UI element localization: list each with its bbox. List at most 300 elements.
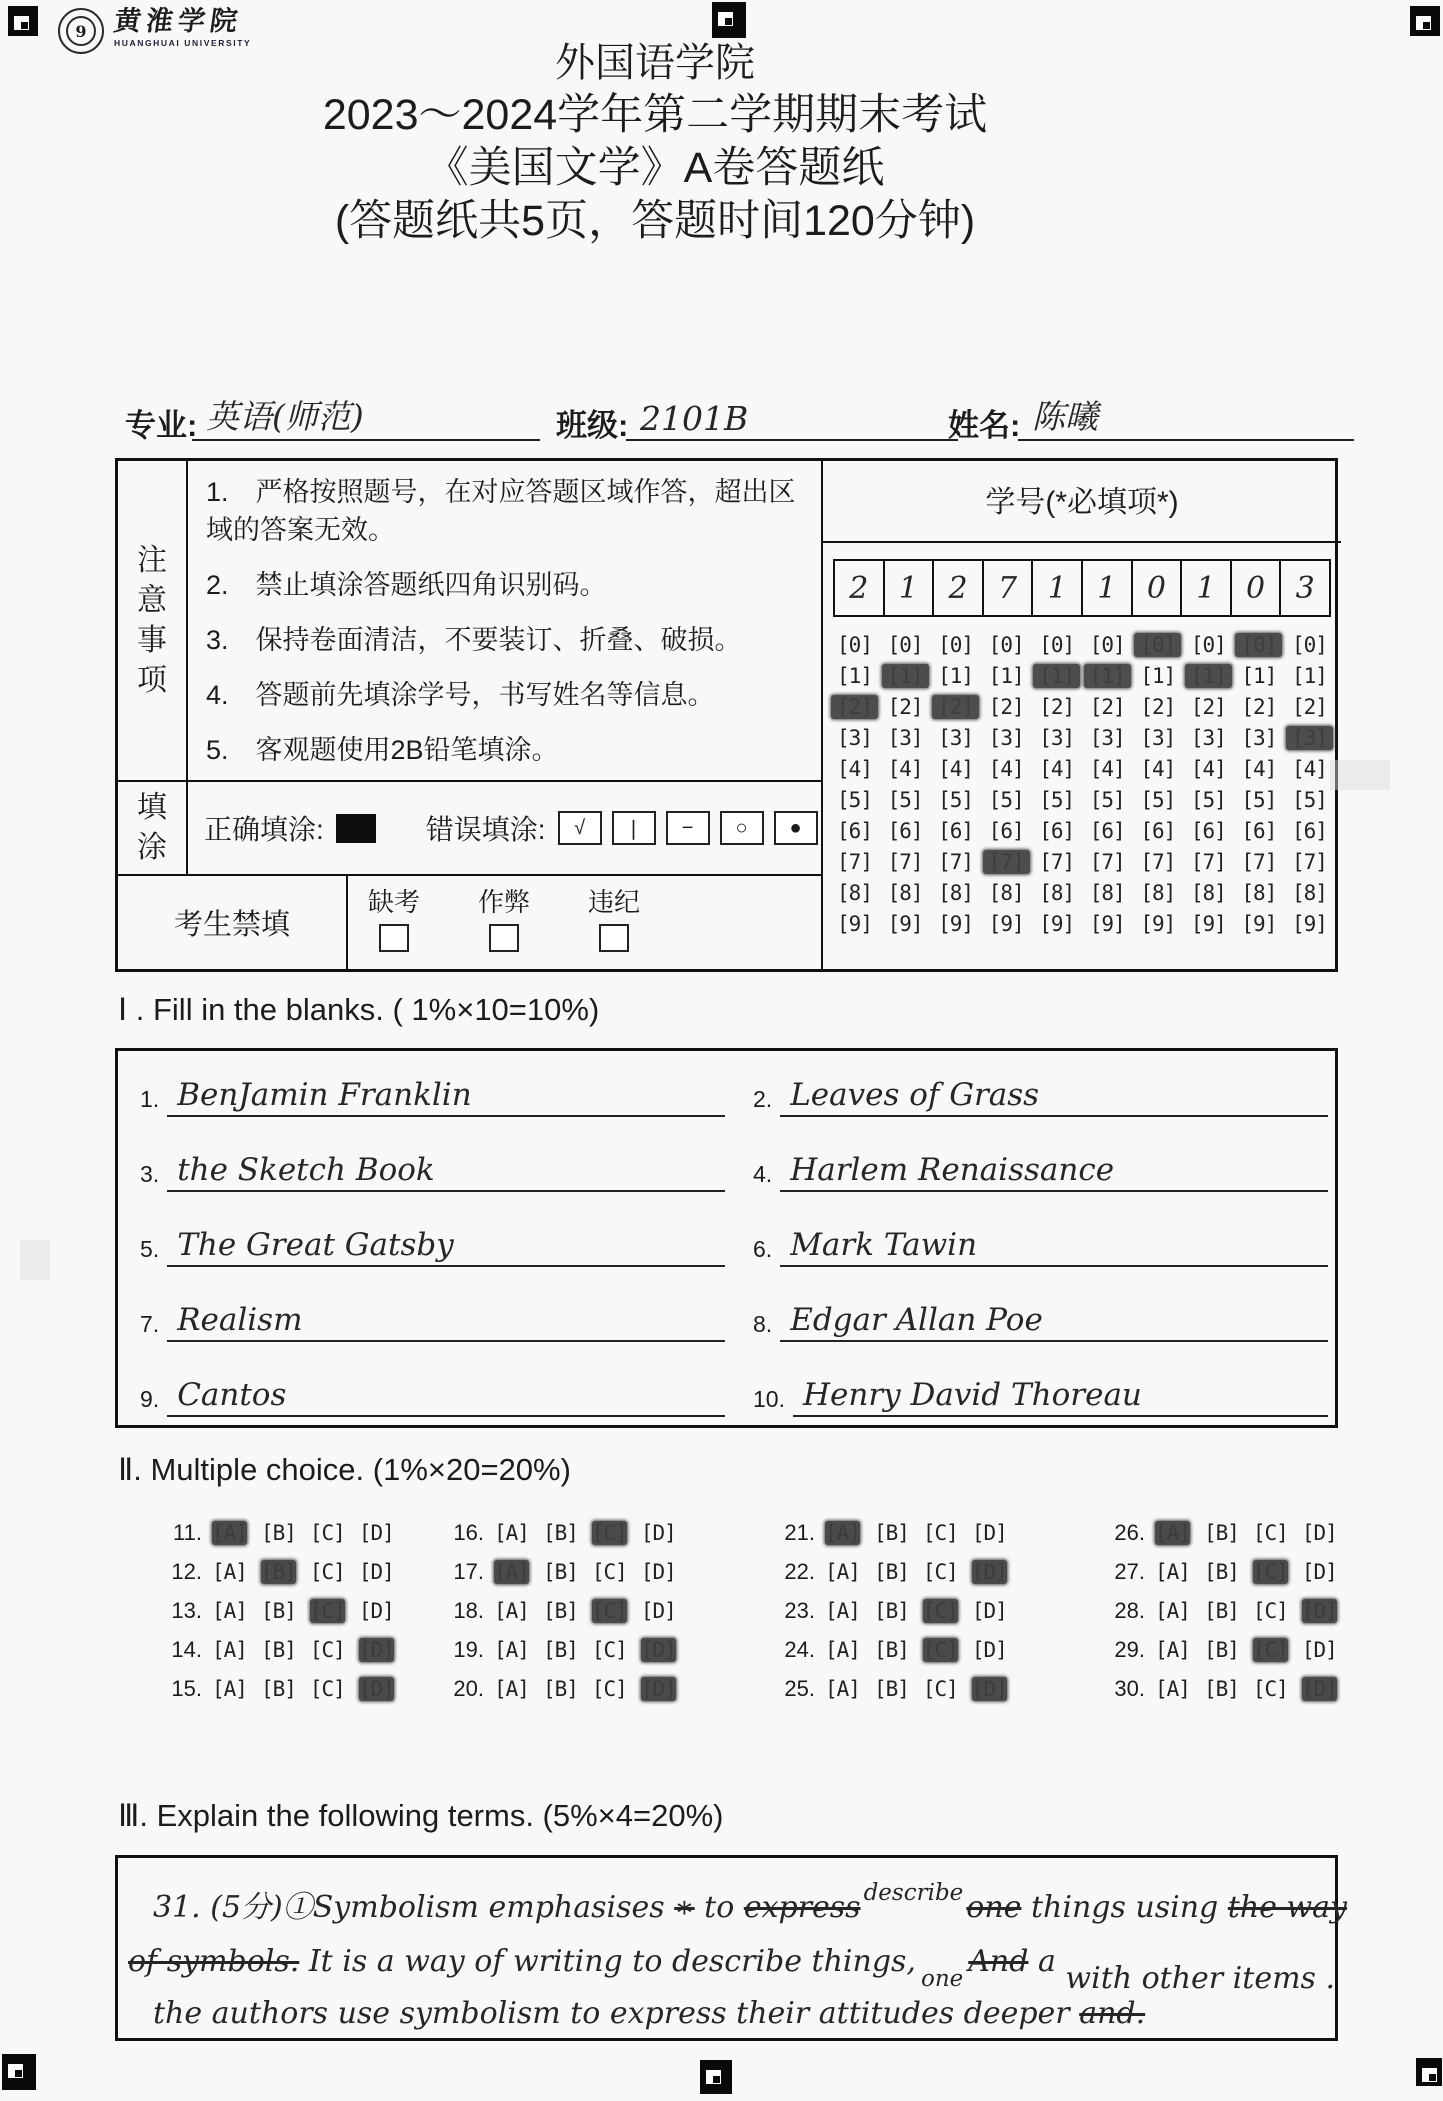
id-bubble: [4] [1291,756,1327,781]
blank-answer-text: BenJamin Franklin [167,1077,725,1117]
mc-option: [B] [1203,1521,1239,1545]
bubble-row [831,877,1333,908]
mc-option: [A] [1155,1677,1190,1701]
fill-in-blanks-box [115,1048,1338,1428]
id-bubble: [8] [887,880,923,905]
mc-option-filled: [D] [971,1560,1007,1584]
student-id-digit-cell [1230,561,1280,615]
id-bubble: [1] [837,663,872,688]
mc-option-filled: [A] [1155,1521,1190,1545]
id-bubble: [5] [887,787,923,812]
blank-number: 10. [753,1386,785,1412]
mc-option: [C] [591,1677,627,1701]
class-label: 班级: [556,408,629,443]
blank-answer-row [140,1152,725,1192]
mc-option: [D] [358,1521,394,1545]
mc-option: [A] [1155,1638,1190,1662]
id-bubble: [6] [1089,818,1125,843]
student-id-digit-cell [835,561,883,615]
blank-answer-text: Leaves of Grass [780,1077,1328,1117]
school-name-en: HUANGHUAI UNIVERSITY [114,38,252,48]
mc-option: [B] [260,1599,296,1623]
blank-answer-row [753,1077,1328,1117]
bubble-row [831,691,1333,722]
blank-answer-row [753,1302,1328,1342]
mc-option: [B] [542,1560,578,1584]
handwriting-segment: ∗ [674,1890,695,1925]
mc-option: [C] [922,1521,958,1545]
mc-number: 21. [784,1520,815,1545]
mc-option-filled: [D] [640,1677,676,1701]
blank-answer-row [140,1377,725,1417]
mc-option: [B] [1203,1599,1239,1623]
id-bubble: [0] [837,632,872,657]
mc-option: [B] [260,1638,296,1662]
mc-option: [A] [212,1638,247,1662]
mc-option: [A] [494,1599,529,1623]
mc-number: 14. [171,1637,202,1662]
mc-option-filled: [A] [212,1521,247,1545]
mc-option-filled: [D] [971,1677,1007,1701]
id-bubble: [3] [1190,725,1226,750]
notice-items [206,473,806,786]
fiducial-marker-bottom-center [700,2060,732,2094]
notice-item: 3. 保持卷面清洁，不要装订、折叠、破损。 [206,625,742,655]
mc-question [763,1637,1021,1663]
mc-number: 11. [173,1520,202,1545]
student-id-digit-row [833,559,1331,617]
fiducial-marker-top-center [712,2,746,38]
mc-number: 16. [453,1520,484,1545]
course-title: 《美国文学》A卷答题纸 [425,144,885,192]
mc-number: 23. [784,1598,815,1623]
id-bubble: [9] [1241,911,1277,936]
major-label: 专业: [125,408,198,443]
blank-answer-text: The Great Gatsby [167,1227,725,1267]
id-bubble: [4] [1140,756,1176,781]
mc-question [150,1676,408,1702]
id-bubble: [1] [1140,663,1176,688]
id-bubble: [9] [988,911,1024,936]
id-bubble: [3] [938,725,974,750]
mc-option: [D] [971,1599,1007,1623]
name-value: 陈曦 [1018,392,1354,441]
blank-answer-text: Edgar Allan Poe [780,1302,1328,1342]
mc-number: 22. [784,1559,815,1584]
id-bubble: [6] [1241,818,1277,843]
id-bubble: [8] [1140,880,1176,905]
student-id-section [821,461,1341,969]
faculty-title: 外国语学院 [555,41,755,85]
mc-option: [B] [542,1638,578,1662]
mc-option-filled: [A] [825,1521,860,1545]
class-value: 2101B [626,392,958,441]
mc-option-filled: [B] [260,1560,296,1584]
mc-number: 30. [1114,1676,1145,1701]
mc-number: 28. [1114,1598,1145,1623]
id-bubble: [4] [988,756,1024,781]
mc-question [763,1520,1021,1546]
mc-option: [C] [1252,1599,1288,1623]
mc-question [1093,1598,1351,1624]
id-bubble: [2] [1089,694,1125,719]
examiner-column [478,882,530,952]
id-bubble: [6] [1190,818,1226,843]
mc-question [432,1520,690,1546]
id-bubble: [4] [1039,756,1075,781]
id-bubble: [7] [837,849,872,874]
id-bubble: [0] [1291,632,1327,657]
bubble-row [831,815,1333,846]
mc-number: 25. [784,1676,815,1701]
blank-answer-text: Henry David Thoreau [793,1377,1328,1417]
fiducial-marker-bottom-right [1416,2058,1442,2086]
mc-option: [C] [1252,1521,1288,1545]
mc-question [432,1637,690,1663]
mc-question [150,1559,408,1585]
mc-option-filled: [C] [1252,1560,1288,1584]
id-bubble: [5] [1140,787,1176,812]
mc-option: [B] [1203,1677,1239,1701]
mc-option-filled: [D] [358,1638,394,1662]
mc-question [432,1559,690,1585]
mc-option: [B] [873,1677,909,1701]
student-id-digit-cell [1131,561,1181,615]
blank-number: 4. [753,1161,773,1187]
id-bubble: [7] [887,849,923,874]
mc-option: [D] [640,1599,676,1623]
mc-option: [D] [971,1638,1007,1662]
id-bubble: [3] [1140,725,1176,750]
explain-answer-line [153,1996,1145,2031]
id-bubble-filled: [1] [1185,664,1232,688]
id-bubble: [6] [1291,818,1327,843]
blank-number: 5. [140,1236,160,1262]
mc-option: [A] [494,1677,529,1701]
id-bubble: [1] [938,663,974,688]
mc-option: [A] [825,1638,860,1662]
mc-option: [A] [1155,1599,1190,1623]
handwriting-segment: ①Symbolism emphasises [282,1890,675,1925]
mc-option: [C] [309,1677,345,1701]
blank-number: 1. [140,1086,160,1112]
handwritten-digit: 1 [1047,570,1067,606]
id-bubble: [2] [1039,694,1075,719]
mc-option: [B] [1203,1638,1239,1662]
id-bubble: [3] [1039,725,1075,750]
id-bubble: [3] [1241,725,1277,750]
id-bubble: [4] [938,756,974,781]
major-value: 英语(师范) [192,392,540,441]
mc-number: 19. [453,1637,484,1662]
student-id-digit-cell [1031,561,1081,615]
handwriting-segment: And [968,1944,1029,1979]
mc-option: [B] [1203,1560,1239,1584]
wrong-fill-example-box: ● [774,811,818,845]
mc-option-filled: [C] [591,1521,627,1545]
mc-option: [D] [1301,1521,1337,1545]
notice-item: 5. 客观题使用2B铅笔填涂。 [206,735,559,765]
id-bubble: [5] [938,787,974,812]
id-bubble: [5] [1039,787,1075,812]
mc-question [150,1598,408,1624]
id-bubble: [1] [1291,663,1327,688]
id-bubble: [2] [1140,694,1176,719]
handwriting-segment: a [1028,1944,1066,1979]
handwritten-digit: 1 [1097,570,1117,606]
id-bubble: [0] [938,632,974,657]
id-bubble: [7] [1039,849,1075,874]
id-bubble: [4] [1241,756,1277,781]
notice-item: 1. 严格按照题号，在对应答题区域作答，超出区域的答案无效。 [206,477,796,545]
id-bubble: [2] [1291,694,1327,719]
student-id-digit-cell [1081,561,1131,615]
mc-number: 17. [453,1559,484,1584]
wrong-fill-example-box: − [666,811,710,845]
examiner-option-label: 作弊 [478,887,531,917]
name-label: 姓名: [948,408,1021,443]
id-bubble: [1] [988,663,1024,688]
id-bubble: [8] [1241,880,1277,905]
correct-fill-label: 正确填涂: [204,814,324,845]
school-name: 黄淮学院 [111,6,245,37]
id-bubble-filled: [1] [882,664,929,688]
mc-number: 15. [171,1676,202,1701]
id-bubble: [0] [1190,632,1226,657]
id-bubble-filled: [1] [1033,664,1080,688]
mc-number: 20. [453,1676,484,1701]
exam-duration-subtitle: (答题纸共5页，答题时间120分钟) [334,197,976,245]
handwriting-segment: the authors use symbolism to express their attitudes deeper [153,1996,1080,2031]
id-bubble: [0] [1039,632,1075,657]
mc-option: [A] [825,1677,860,1701]
handwriting-segment: It is a way of writing to describe things, [299,1944,916,1979]
bubble-row [831,722,1333,753]
handwriting-segment: express [743,1890,861,1925]
id-bubble: [4] [887,756,923,781]
id-bubble: [5] [1291,787,1327,812]
id-bubble: [7] [1140,849,1176,874]
blank-answer-row [140,1302,725,1342]
mc-option-filled: [D] [1301,1677,1337,1701]
mc-option-filled: [A] [494,1560,529,1584]
id-bubble: [5] [1089,787,1125,812]
title-block [140,38,1170,247]
mc-number: 24. [784,1637,815,1662]
student-id-digit-cell [982,561,1032,615]
id-bubble: [6] [1140,818,1176,843]
id-bubble: [9] [1190,911,1226,936]
explain-answer-line [128,1944,1335,1996]
mc-option: [B] [542,1521,578,1545]
school-emblem-icon [58,8,104,54]
id-bubble-filled: [2] [831,695,878,719]
handwritten-digit: 0 [1146,570,1166,606]
blank-answer-text: Harlem Renaissance [780,1152,1328,1192]
mc-option: [C] [922,1677,958,1701]
id-bubble: [3] [988,725,1024,750]
id-bubble: [6] [988,818,1024,843]
id-bubble: [2] [1241,694,1277,719]
mc-option-filled: [C] [922,1638,958,1662]
mc-option: [D] [358,1560,394,1584]
mc-question [432,1676,690,1702]
blank-answer-text: Cantos [167,1377,725,1417]
id-bubble: [3] [887,725,923,750]
mc-option: [B] [260,1677,296,1701]
blank-number: 8. [753,1311,773,1337]
mc-option: [C] [922,1560,958,1584]
id-bubble: [8] [1190,880,1226,905]
filling-label: 填涂 [118,782,188,874]
mc-option-filled: [C] [922,1599,958,1623]
bubble-row [831,660,1333,691]
mc-option: [B] [873,1560,909,1584]
notice-item: 2. 禁止填涂答题纸四角识别码。 [206,570,607,600]
handwritten-digit: 7 [998,570,1018,606]
id-bubble: [4] [837,756,872,781]
mc-option-filled: [C] [1252,1638,1288,1662]
handwriting-segment: with other items . [1065,1961,1335,1996]
mc-number: 27. [1114,1559,1145,1584]
handwriting-segment: and. [1079,1996,1146,2031]
mc-option: [B] [873,1638,909,1662]
fiducial-marker-top-left [8,6,38,36]
blank-number: 9. [140,1386,160,1412]
notice-item: 4. 答题前先填涂学号，书写姓名等信息。 [206,680,715,710]
examiner-option-label: 缺考 [368,887,421,917]
handwritten-digit: 2 [948,570,968,606]
blank-number: 7. [140,1311,160,1337]
bubble-row [831,753,1333,784]
blank-answer-row [753,1227,1328,1267]
notice-label: 注意事项 [118,461,188,780]
examiner-column [588,882,640,952]
id-bubble-filled: [3] [1286,726,1333,750]
wrong-fill-label: 错误填涂: [425,814,546,845]
mc-number: 12. [171,1559,202,1584]
explain-answer-line [153,1882,1347,1926]
id-bubble: [7] [1241,849,1277,874]
id-bubble: [9] [938,911,974,936]
id-bubble: [8] [988,880,1024,905]
emblem-glyph: 9 [66,16,96,46]
id-bubble: [2] [988,694,1024,719]
examiner-option-label: 违纪 [588,887,641,917]
mc-question [150,1520,408,1546]
id-bubble: [4] [1089,756,1125,781]
info-table [115,458,1338,972]
fiducial-marker-top-right [1410,6,1440,36]
id-bubble: [9] [1140,911,1176,936]
id-bubble: [8] [1089,880,1125,905]
mc-option: [D] [358,1599,394,1623]
blank-answer-text: Mark Tawin [780,1227,1328,1267]
id-bubble: [7] [938,849,974,874]
id-bubble-filled: [2] [932,695,979,719]
handwritten-digit: 3 [1295,570,1315,606]
handwritten-digit: 0 [1246,570,1266,606]
mc-question [763,1598,1021,1624]
id-bubble: [8] [1291,880,1327,905]
mc-option: [C] [309,1521,345,1545]
examiner-checkbox [379,924,409,952]
id-bubble-filled: [1] [1084,664,1131,688]
id-bubble: [6] [887,818,923,843]
id-bubble: [9] [837,911,872,936]
mc-option: [A] [212,1677,247,1701]
wrong-fill-example-box: ○ [720,811,764,845]
id-bubble: [9] [887,911,923,936]
handwritten-digit: 2 [849,570,869,606]
blank-answer-row [753,1152,1328,1192]
mc-question [763,1559,1021,1585]
id-bubble: [1] [1241,663,1277,688]
section3-title: Ⅲ. Explain the following terms. (5%×4=20%) [118,1798,724,1833]
examiner-label: 考生禁填 [118,876,348,969]
id-bubble: [7] [1190,849,1226,874]
mc-option: [D] [640,1521,676,1545]
student-id-digit-cell [932,561,982,615]
handwriting-segment: of symbols. [128,1944,300,1979]
id-bubble: [8] [938,880,974,905]
handwritten-digit: 1 [898,570,918,606]
mc-number: 18. [453,1598,484,1623]
id-bubble: [6] [1039,818,1075,843]
id-bubble: [6] [837,818,872,843]
mc-question [1093,1676,1351,1702]
id-bubble: [0] [988,632,1024,657]
mc-option: [C] [309,1560,345,1584]
examiner-checkbox [489,924,519,952]
id-bubble: [0] [1089,632,1125,657]
handwriting-segment: things using [1021,1890,1228,1925]
blank-answer-row [140,1227,725,1267]
id-bubble-filled: [0] [1235,633,1282,657]
mc-question [1093,1637,1351,1663]
mc-question [432,1598,690,1624]
mc-option: [A] [212,1599,247,1623]
mc-number: 13. [171,1598,202,1623]
mc-option: [A] [494,1521,529,1545]
id-bubble: [5] [988,787,1024,812]
mc-question [763,1676,1021,1702]
mc-option: [C] [591,1638,627,1662]
id-bubble: [2] [887,694,923,719]
blank-answer-row [140,1077,725,1117]
handwriting-segment: describe [863,1880,964,1906]
mc-option: [B] [260,1521,296,1545]
wrong-fill-examples [558,811,818,845]
mc-option: [C] [1252,1677,1288,1701]
mc-option-filled: [D] [358,1677,394,1701]
exam-session-title: 2023～2024学年第二学期期末考试 [322,91,988,139]
id-bubble-filled: [0] [1134,633,1181,657]
notice-section [118,461,821,782]
id-bubble: [9] [1291,911,1327,936]
fiducial-marker-bottom-left [2,2054,36,2090]
bubble-row [831,629,1333,660]
mc-option: [C] [309,1638,345,1662]
handwriting-segment: one [920,1966,964,1992]
mc-option: [A] [825,1560,860,1584]
id-bubble: [9] [1089,911,1125,936]
id-bubble: [3] [837,725,872,750]
filling-section [118,782,821,876]
blank-answer-row [753,1377,1328,1417]
blank-number: 6. [753,1236,773,1262]
bubble-row [831,908,1333,939]
